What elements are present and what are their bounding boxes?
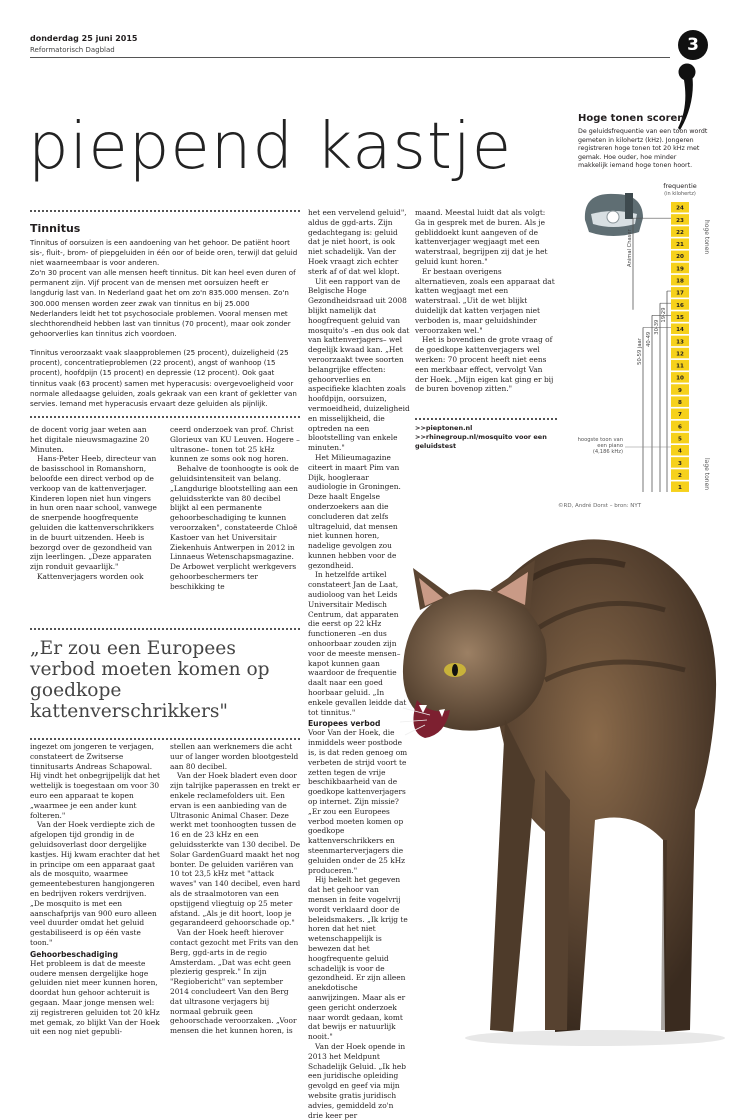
chart-column-unit: (in kilohertz) bbox=[664, 191, 696, 197]
article-column-2-bottom bbox=[170, 742, 302, 1036]
link-pieptonen[interactable]: >>pieptonen.nl bbox=[415, 424, 473, 432]
article-paragraph: Voor Van der Hoek, die inmiddels weer postbode is, is dat reden genoeg om verbeten de strijd voort te zetten tegen de vrije beschikbaarheid van de goedkope kattenverjagers op internet. Zijn missie? „Er zou een Europees verbod moeten komen op goedkope kattenverschrikkers en steenmarterverjagers die geluiden onder de 25 kHz produceren." bbox=[308, 728, 408, 875]
frequency-label: 12 bbox=[676, 351, 684, 358]
frequency-label: 20 bbox=[676, 254, 684, 261]
frequency-label: 23 bbox=[676, 217, 684, 224]
frequency-chart bbox=[555, 180, 715, 500]
chart-label-high: hoge tonen bbox=[703, 220, 710, 255]
range-label: Animal Chaser bbox=[627, 229, 633, 268]
article-paragraph: Er bestaan overigens alternatieven, zoals een apparaat dat katten wegjaagt met een waterstraal. „Uit de wet blijkt duidelijk dat katten verjagen niet verboden is, maar geluidshinder veroorzaken wel." bbox=[415, 266, 555, 335]
article-column-1 bbox=[30, 425, 158, 582]
frequency-label: 3 bbox=[678, 460, 682, 467]
article-column-4 bbox=[415, 208, 555, 394]
tinnitus-title: Tinnitus bbox=[30, 222, 81, 235]
frequency-label: 24 bbox=[676, 205, 684, 212]
quote-bottom-divider bbox=[30, 738, 300, 740]
frequency-label: 15 bbox=[676, 314, 684, 321]
article-paragraph: Het probleem is dat de meeste oudere mensen dergelijke hoge geluiden niet meer kunnen horen, doordat hun gehoor achteruit is gegaan. Maar jonge mensen wel: zij registreren geluiden tot 20 kHz met gemak, zo blijkt Van der Hoek uit een nog niet gepubli- bbox=[30, 958, 160, 1037]
chart-label-low: lage tonen bbox=[703, 458, 710, 491]
article-paragraph: Van der Hoek opende in 2013 het Meldpunt Schadelijk Geluid. „Ik heb een juridische opleiding gevolgd en geef via mijn website gratis juridisch advies, gemiddeld zo'n drie keer per bbox=[308, 1041, 406, 1120]
sidebar-text: De geluidsfrequentie van een toon wordt gemeten in kilohertz (kHz). Jongeren registreren hoge tonen tot 20 kHz met gemak. Hoe ouder, hoe minder makkelijk iemand hoge tonen hoort. bbox=[578, 128, 708, 170]
issue-date: donderdag 25 juni 2015 bbox=[30, 34, 138, 43]
article-paragraph: Hij hekelt het gegeven dat het gehoor van mensen in feite vogelvrij wordt verklaard door de beleidsmakers. „Ik krijg te horen dat het niet wetenschappelijk is bewezen dat het hoogfrequente geluid schadelijk is voor de gezondheid. Er zijn alleen anekdotische aanwijzingen. Maar als er geen gericht onderzoek naar wordt gedaan, komt dat bewijs er natuurlijk nooit." bbox=[308, 875, 408, 1042]
sidebar-title: Hoge tonen scoren bbox=[578, 113, 685, 124]
frequency-label: 14 bbox=[676, 327, 684, 334]
frequency-label: 19 bbox=[676, 266, 684, 273]
frequency-label: 4 bbox=[678, 448, 682, 455]
article-paragraph: de docent vorig jaar weten aan het digitale nieuwsmagazine 20 Minuten. bbox=[30, 425, 150, 454]
cat-repeller-device-icon bbox=[585, 193, 643, 236]
chart-column-header: frequentie bbox=[663, 182, 697, 190]
article-paragraph: Kattenverjagers worden ook bbox=[37, 571, 144, 581]
frequency-label: 7 bbox=[678, 412, 682, 419]
cat-shadow bbox=[465, 1030, 725, 1046]
frequency-label: 9 bbox=[678, 387, 682, 394]
article-paragraph: Van der Hoek verdiepte zich de afgelopen tijd grondig in de geluidsoverlast door dergelijke kastjes. Hij kwam erachter dat het in principe om een apparaat gaat als de mosquito, waarmee gemeentebesturen hangjongeren en bedrijven rokers verdrijven. „De mosquito is met een aanschafprijs van 900 euro alleen veel duurder omdat het geluid gestabiliseerd is op één vaste toon." bbox=[30, 820, 160, 947]
article-paragraph: Het is bovendien de grote vraag of de goedkope kattenverjagers wel werken: 70 procent heeft niet eens een merkbaar effect, vervolgt Van der Hoek. „Mijn eigen kat ging er bij de buren bovenop zitten." bbox=[415, 335, 554, 394]
related-links bbox=[415, 424, 555, 451]
tinnitus-paragraph: Tinnitus of oorsuizen is een aandoening van het gehoor. De patiënt hoort sis-, fluit-, brom- of piepgeluiden in één oor of beide oren, terwijl dat geluid niet waarneembaar is voor anderen. bbox=[30, 238, 298, 268]
frequency-label: 5 bbox=[678, 436, 682, 443]
article-paragraph: In hetzelfde artikel constateert Jan de Laat, audioloog van het Leids Universitair Medisch Centrum, dat apparaten die eerst op 22 kHz functioneren –en dus onhoorbaar zouden zijn voor de meeste mensen– kapot kunnen gaan waardoor de frequentie daalt naar een goed hoorbaar geluid. „In enkele gevallen leidde dat tot tinnitus." bbox=[308, 570, 407, 717]
frequency-label: 21 bbox=[676, 242, 684, 249]
frequency-label: 16 bbox=[676, 302, 684, 309]
frequency-label: 6 bbox=[678, 424, 682, 431]
tinnitus-paragraph: Zo'n 30 procent van alle mensen heeft tinnitus. Dit kan heel even duren of permanent zijn. Vijf procent van de mensen met oorsuizen heeft er langdurig last van. In Nederland gaat het om zo'n 835.000 mensen. Zo'n 300.000 mensen worden zeer zwak van tinnitus en bij 25.000 Nederlanders leidt het tot psychosociale problemen. Vooral mensen met slechthorendheid hebben last van tinnitus (70 procent), maar ook zonder gehoorverlies kan tinnitus zich voordoen. bbox=[30, 268, 296, 339]
range-label: 30-39 bbox=[654, 319, 660, 335]
quote-top-divider bbox=[30, 628, 300, 630]
links-divider bbox=[415, 418, 557, 420]
tinnitus-divider bbox=[30, 210, 300, 212]
frequency-label: 18 bbox=[676, 278, 684, 285]
article-paragraph: Het Milieumagazine citeert in maart Pim van Dijk, hoogleraar audiologie in Groningen. Deze haalt Engelse onderzoekers aan die concluderen dat zelfs ultrageluid, dat mensen niet kunnen horen, nadelige gevolgen zou kunnen hebben voor de gezondheid. bbox=[308, 452, 401, 570]
frequency-label: 22 bbox=[676, 229, 684, 236]
article-paragraph: Van der Hoek bladert even door zijn talrijke paperassen en trekt er enkele reclamefolders uit. Een ervan is een aanbieding van de Ultrasonic Animal Chaser. Deze werkt met toonhoogten tussen de 16 en de 23 kHz en een geluidssterkte van 130 decibel. De Solar GardenGuard maakt het nog bonter. De geluiden variëren van 10 tot 23,5 kHz met "attack waves" van 140 decibel, even hard als de straalmotoren van een opstijgend vliegtuig op 25 meter afstand. „Als je dit hoort, loop je gegarandeerd gehoorschade op." bbox=[170, 771, 301, 928]
tinnitus-bottom-divider bbox=[30, 416, 300, 418]
article-paragraph: ingezet om jongeren te verjagen, constateert de Zwitserse tinnitusarts Andreas Schapowal. Hij vindt het onbegrijpelijk dat het wettelijk is toegestaan om voor 30 euro een apparaat te kopen „waarmee je een ander kunt folteren." bbox=[30, 742, 160, 820]
headline: piepend kastje bbox=[28, 110, 513, 184]
newspaper-name: Reformatorisch Dagblad bbox=[30, 46, 115, 54]
frequency-label: 10 bbox=[676, 375, 684, 382]
page-number: 3 bbox=[678, 30, 708, 60]
frequency-label: 17 bbox=[676, 290, 684, 297]
article-paragraph: Van der Hoek heeft hierover contact gezocht met Frits van den Berg, ggd-arts in de regio Amsterdam. „Dat was echt geen plezierig gesprek." In zijn "Regiobericht" van september 2014 concludeert Van den Berg dat ultrasone verjagers bij normaal gebruik geen gehoorschade veroorzaken. „Voor mensen die het kunnen horen, is bbox=[170, 928, 299, 1036]
article-paragraph: Uit een rapport van de Belgische Hoge Gezondheidsraad uit 2008 blijkt namelijk dat hoogfrequent geluid van mosquito's –en dus ook dat van kattenverjagers– wel degelijk kwaad kan. „Het veroorzaakt twee soorten belangrijke effecten: gehoorverlies en aspecifieke klachten zoals hoofdpijn, oorsuizen, vermoeidheid, duizeligheid en misselijkheid, die optreden na een blootstelling van enkele minuten." bbox=[308, 276, 410, 453]
link-rhinegroup[interactable]: >>rhinegroup.nl/mosquito voor een geluidstest bbox=[415, 433, 547, 450]
article-paragraph: stellen aan werknemers die acht uur of langer worden blootgesteld aan 80 decibel. bbox=[170, 742, 299, 771]
article-paragraph: Hans-Peter Heeb, directeur van de basisschool in Romanshorn, beloofde een direct verbod op de verkoop van de kattenverjager. Kinderen lopen niet hun vingers in hun oren naar school, vanwege de snerpende hoogfrequente geluiden die kattenverschrikkers in de buurt uitzenden. Heeb is bezorgd over de gezondheid van zijn leerlingen. „Deze apparaten zijn ronduit gevaarlijk." bbox=[30, 454, 157, 572]
frequency-label: 11 bbox=[676, 363, 684, 370]
article-paragraph: het een vervelend geluid", aldus de ggd-arts. Zijn gedachtegang is: geluid dat je niet hoort, is ook niet schadelijk. Van der Hoek vraagt zich echter sterk af of dat wel klopt. bbox=[308, 208, 407, 276]
pull-quote: „Er zou een Europees verbod moeten komen op goedkope kattenverschrikkers" bbox=[30, 638, 270, 722]
frequency-label: 2 bbox=[678, 472, 682, 479]
cat-front-leg-2 bbox=[545, 770, 570, 1030]
article-paragraph: Behalve de toonhoogte is ook de geluidsintensiteit van belang. „Langdurige blootstelling aan een geluidssterkte van 80 decibel blijkt al een permanente gehoorbeschadiging te kunnen veroorzaken", constateerde Chloë Kastoer van het Universitair Ziekenhuis Antwerpen in 2012 in Linnaeus Wetenschapsmagazine. De Arbowet verplicht werkgevers gehoorbeschermers ter beschikking te bbox=[170, 464, 299, 591]
frequency-label: 13 bbox=[676, 339, 684, 346]
cat-photo bbox=[395, 510, 738, 1055]
range-label: 40-49 bbox=[646, 331, 652, 347]
header-rule bbox=[30, 57, 670, 58]
article-paragraph: ceerd onderzoek van prof. Christ Glorieux van KU Leuven. Hogere –ultrasone– tonen tot 25 kHz kunnen ze soms ook nog horen. bbox=[170, 425, 300, 464]
range-label: 50-59 jaar bbox=[637, 338, 643, 365]
article-column-1-bottom bbox=[30, 742, 160, 1037]
piano-note: hoogste toon van een piano (4,186 kHz) bbox=[577, 437, 623, 455]
frequency-label: 8 bbox=[678, 400, 682, 406]
tinnitus-paragraph: Tinnitus veroorzaakt vaak slaapproblemen (25 procent), duizeligheid (25 procent), concentratieproblemen (22 procent), angst of wanhoop (15 procent), hoofdpijn (15 procent) en depressie (12 procent). Ook gaat tinnitus vaak (63 procent) samen met hyperacusis: overgevoeligheid voor normale alledaagse geluiden, zoals gekraak van een krant of gekletter van servies. Iemand met hyperacusis ervaart deze geluiden als pijnlijk. bbox=[30, 348, 297, 409]
article-column-2 bbox=[170, 425, 300, 592]
cat-front-leg bbox=[490, 720, 535, 1032]
range-label: 19-29 bbox=[661, 307, 667, 323]
article-paragraph: maand. Meestal luidt dat als volgt: Ga in gesprek met de buren. Als je gebliddoekt kunt aangeven of de kattenverjager wegjaagt met een waterstraal, begrijpen zij dat je het geluid kunt horen." bbox=[415, 208, 548, 266]
frequency-label: 1 bbox=[678, 485, 682, 492]
subheading-gehoorbeschadiging: Gehoorbeschadiging bbox=[30, 949, 119, 959]
graphic-credit: ©RD, André Dorst – bron: NYT bbox=[558, 503, 642, 509]
subheading-europees-verbod: Europees verbod bbox=[308, 719, 381, 729]
